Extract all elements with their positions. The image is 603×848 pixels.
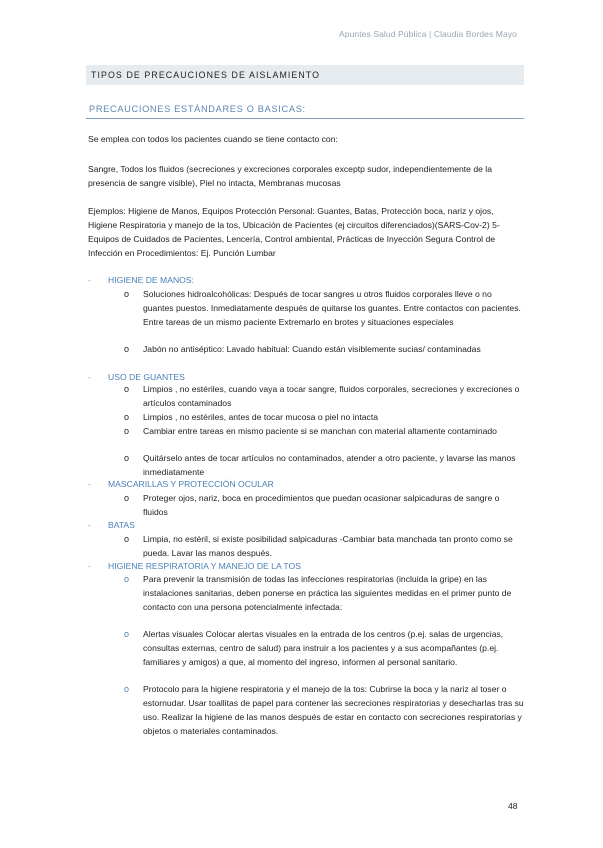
list-item <box>124 342 524 356</box>
circle-bullet-icon: o <box>124 534 130 544</box>
section-heading-label: MASCARILLAS Y PROTECCIÓN OCULAR <box>108 479 274 489</box>
list-item-text: Soluciones hidroalcohólicas: Después de tocar sangres u otros fluidos corporales lleve o no guantes puestos. Inmediatamente después de quitarse los guantes. Entre contactos con pacientes. Entre tareas de un mismo paciente Extremarlo en brotes y situaciones especiales <box>143 289 521 327</box>
list-dash: - <box>88 561 91 571</box>
section-heading-higiene-manos <box>88 273 194 287</box>
list-item <box>124 491 524 519</box>
list-item <box>124 532 524 560</box>
circle-bullet-icon: o <box>124 426 130 436</box>
circle-bullet-icon: o <box>124 574 130 584</box>
circle-bullet-icon: o <box>124 412 130 422</box>
list-item-text: Alertas visuales Colocar alertas visuales en la entrada de los centros (p.ej. salas de urgencias, consultas externas, centro de salud) para instruir a los pacientes y a sus acompañantes (p.ej. familiares y amigos) a que, al momento del ingreso, informen al personal sanitario. <box>143 629 504 667</box>
list-item <box>124 382 524 410</box>
circle-bullet-icon: o <box>124 684 130 694</box>
list-item <box>124 451 524 479</box>
section-heading-label: HIGIENE RESPIRATORIA Y MANEJO DE LA TOS <box>108 561 301 571</box>
list-item <box>124 572 524 614</box>
list-item <box>124 627 524 669</box>
circle-bullet-icon: o <box>124 453 130 463</box>
list-item-text: Limpios , no estériles, cuando vaya a tocar sangre, fluidos corporales, secreciones y excreciones o artículos contaminados <box>143 384 520 408</box>
subtitle: PRECAUCIONES ESTÁNDARES O BASICAS: <box>89 104 306 114</box>
circle-bullet-icon: o <box>124 344 130 354</box>
list-item-text: Protocolo para la higiene respiratoria y el manejo de la tos: Cubrirse la boca y la nariz al toser o estornudar. Usar toallitas de papel para contener las secreciones respiratorias y desecharlas tras su uso. Realizar la higiene de las manos después de estar en contacto con secreciones respiratorias y objetos o materiales contaminados. <box>143 684 524 736</box>
list-item-text: Jabón no antiséptico: Lavado habitual: Cuando están visiblemente sucias/ contaminadas <box>143 344 481 354</box>
list-item <box>124 410 524 424</box>
list-dash: - <box>88 275 91 285</box>
section-heading-higiene-respiratoria <box>88 559 301 573</box>
list-item <box>124 287 524 329</box>
list-item-text: Proteger ojos, nariz, boca en procedimientos que puedan ocasionar salpicaduras de sangre o fluidos <box>143 493 500 517</box>
section-heading-label: USO DE GUANTES <box>108 372 185 382</box>
list-dash: - <box>88 372 91 382</box>
list-dash: - <box>88 479 91 489</box>
list-dash: - <box>88 520 91 530</box>
section-heading-label: BATAS <box>108 520 135 530</box>
circle-bullet-icon: o <box>124 629 130 639</box>
fluids-paragraph: Sangre, Todos los fluidos (secreciones y excreciones corporales exceptp sudor, independientemente de la presencia de sangre visible), Piel no intacta, Membranas mucosas <box>88 164 492 188</box>
examples-paragraph: Ejemplos: Higiene de Manos, Equipos Protección Personal: Guantes, Batas, Protección boca, nariz y ojos, Higiene Respiratoria y manejo de la tos, Ubicación de Pacientes (ej circuitos diferenciados)(SARS-Cov-2) 5- Equipos de Cuidados de Pacientes, Lencería, Control ambiental, Prácticas de Inyección Segura Control de Infección en Procedimientos: Ej. Punción Lumbar <box>88 206 500 258</box>
circle-bullet-icon: o <box>124 384 130 394</box>
subtitle-rule <box>86 118 524 119</box>
list-item-text: Cambiar entre tareas en mismo paciente si se manchan con material altamente contaminado <box>143 426 497 436</box>
intro-paragraph: Se emplea con todos los pacientes cuando se tiene contacto con: <box>88 134 338 144</box>
list-item <box>124 682 524 738</box>
list-item <box>124 424 524 438</box>
section-heading-label: HIGIENE DE MANOS: <box>108 275 194 285</box>
list-item-text: Limpia, no estéril, si existe posibilidad salpicaduras -Cambiar bata manchada tan pronto como se pueda. Lavar las manos después. <box>143 534 513 558</box>
page-header: Apuntes Salud Pública | Claudia Bordes Mayo <box>338 29 517 39</box>
section-title: TIPOS DE PRECAUCIONES DE AISLAMIENTO <box>91 70 321 80</box>
list-item-text: Limpios , no estériles, antes de tocar mucosa o piel no intacta <box>143 412 379 422</box>
list-item-text: Para prevenir la transmisión de todas las infecciones respiratorias (incluida la gripe) en las instalaciones sanitarias, deben ponerse en práctica las siguientes medidas en el primer punto de contacto con una persona potencialmente infectada: <box>143 574 512 612</box>
page-number: 48 <box>508 801 518 811</box>
section-heading-batas <box>88 518 135 532</box>
circle-bullet-icon: o <box>124 493 130 503</box>
section-heading-mascarillas <box>88 477 274 491</box>
section-title-bar <box>86 65 524 85</box>
list-item-text: Quitárselo antes de tocar artículos no contaminados, atender a otro paciente, y lavarse las manos inmediatamente <box>143 453 516 477</box>
circle-bullet-icon: o <box>124 289 130 299</box>
